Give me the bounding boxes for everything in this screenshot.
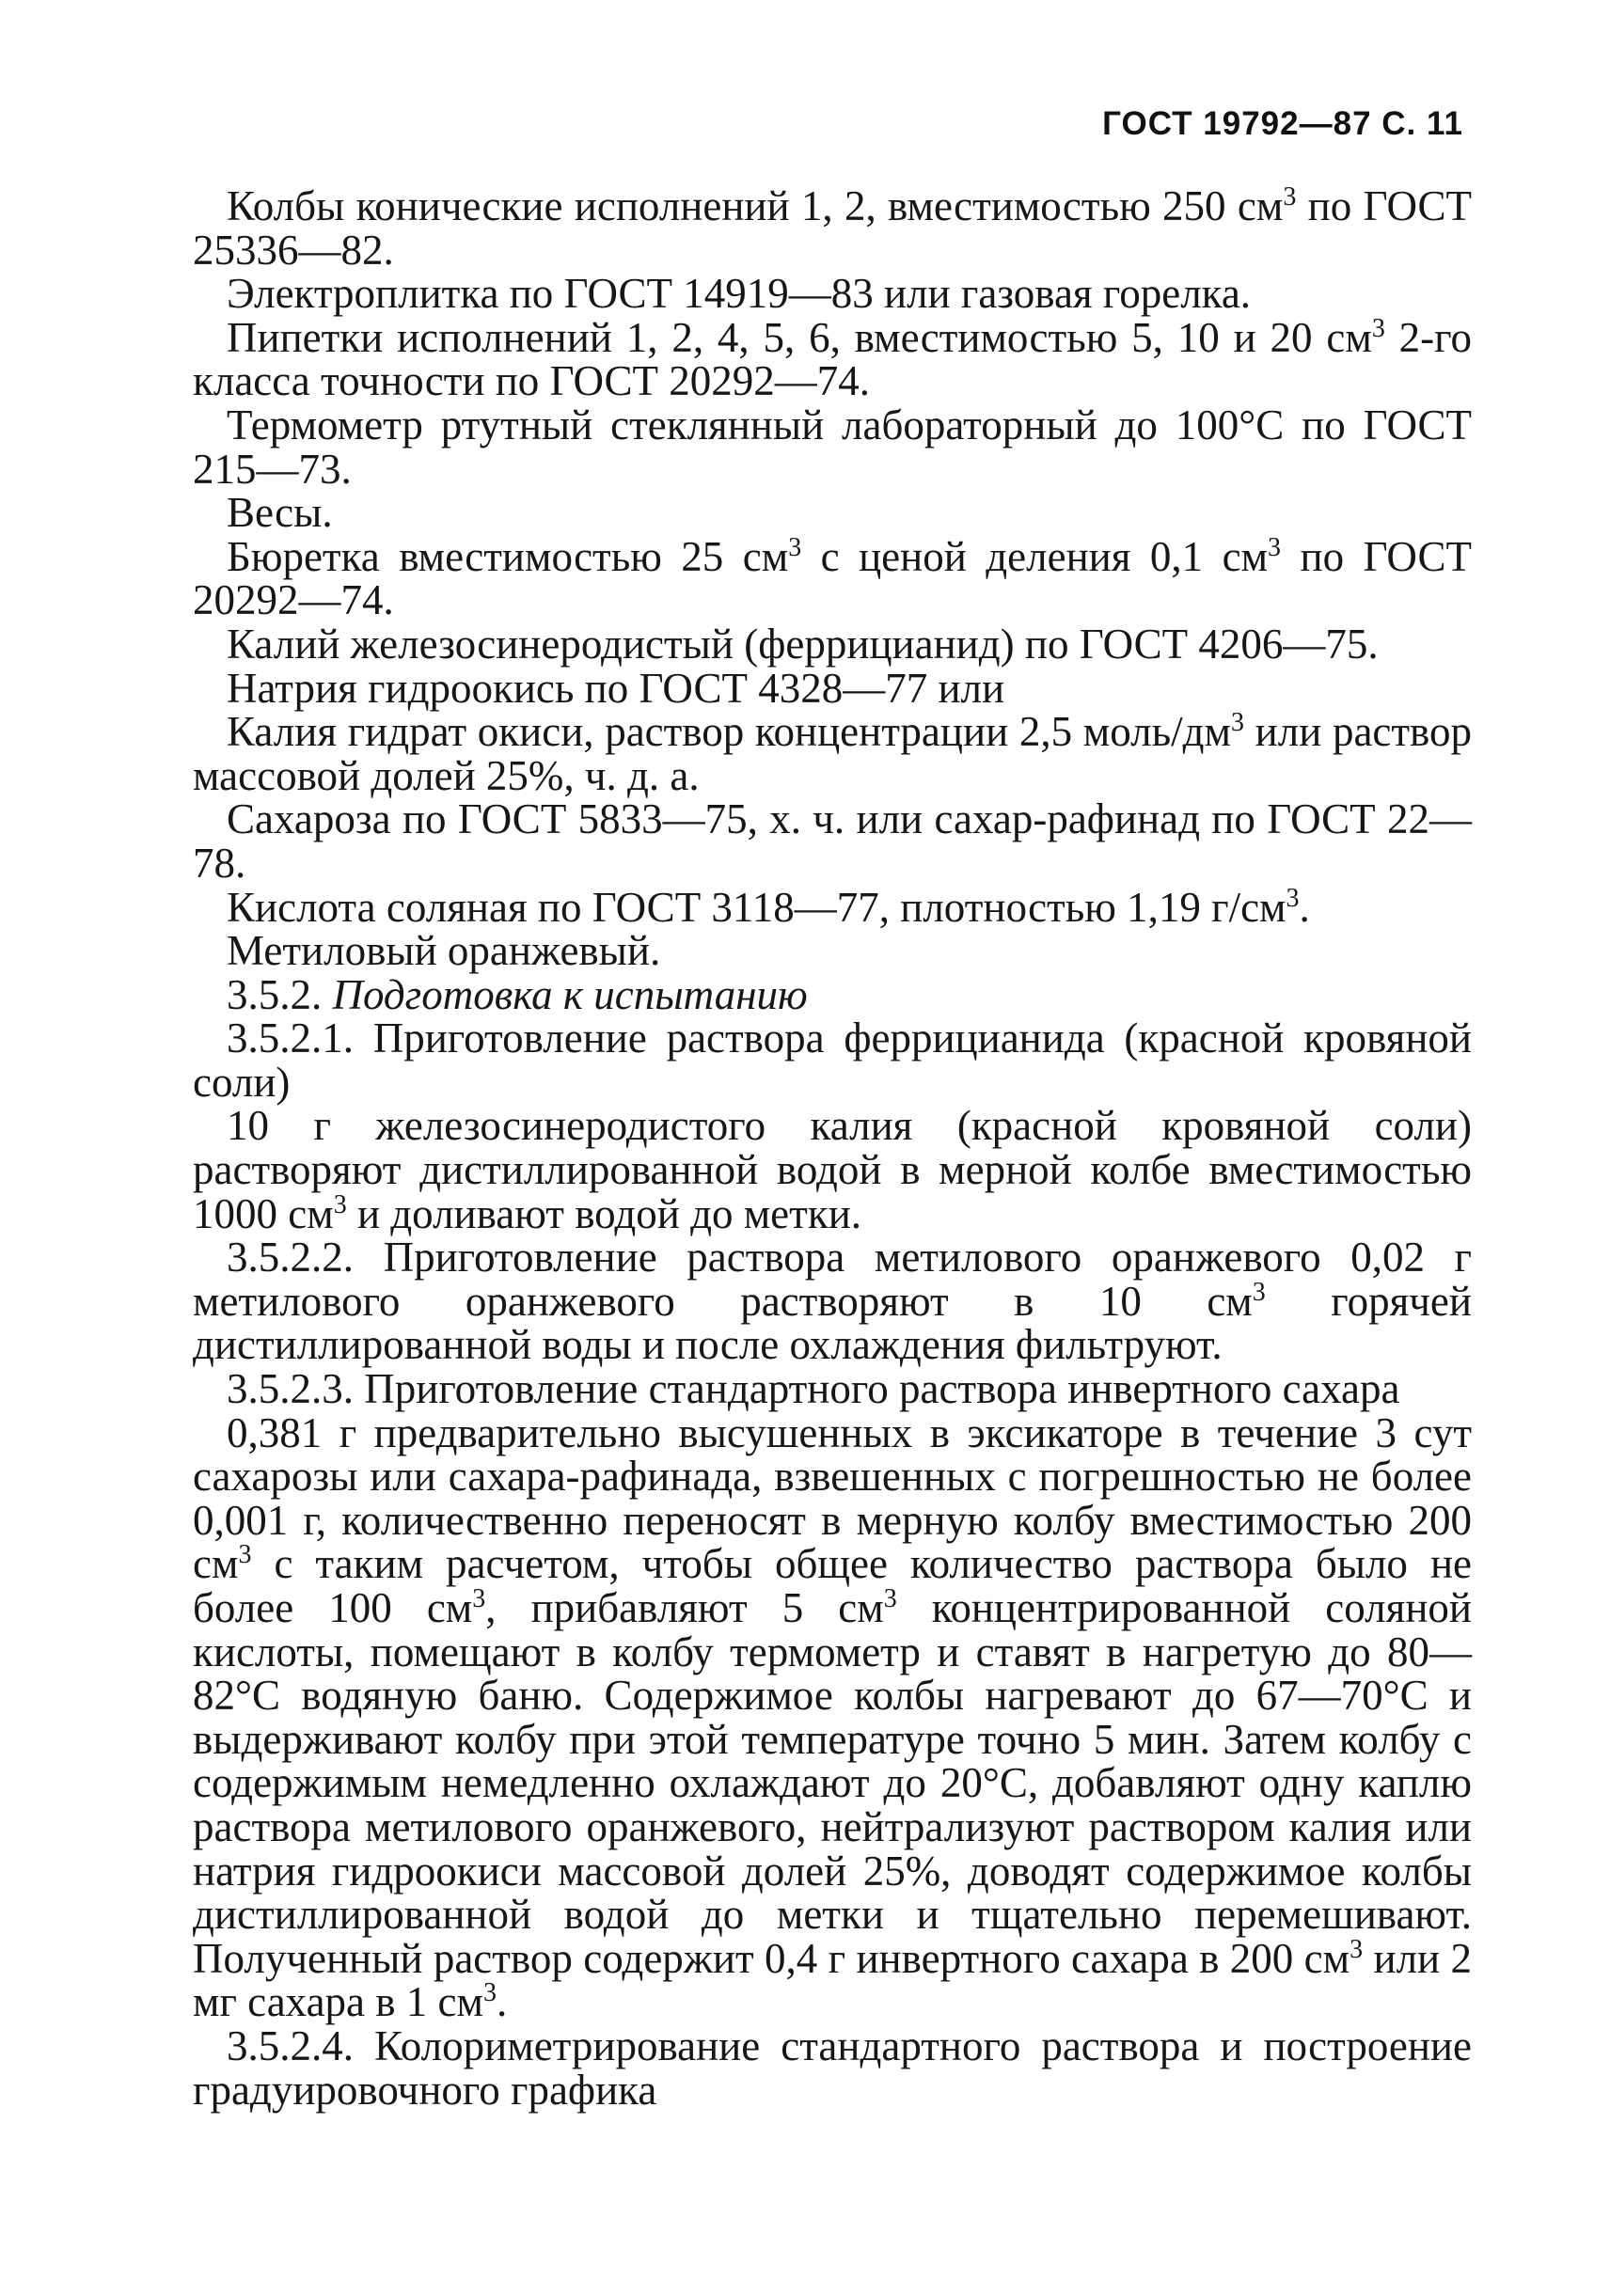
paragraph-scales: Весы.	[227, 489, 333, 537]
paragraph-3-5-2-3: 3.5.2.3. Приготовление стандартного раствора инвертного сахара	[227, 1365, 1400, 1413]
paragraph-sodium-hydroxide: Натрия гидроокись по ГОСТ 4328—77 или	[227, 664, 1005, 712]
paragraph-burette: Бюретка вместимостью 25 $см^3$ с ценой деления 0,1 $см^3$ по ГОСТ 20292—74.	[193, 532, 1472, 624]
paragraph-ferricyanide-prep: 10 г железосинеродистого калия (красной кровяной соли) растворяют дистиллированной водой в мерной колбе вместимостью 1000 $см^3$ и доливают водой до метки.	[193, 1102, 1472, 1237]
paragraph-3-5-2-2: 3.5.2.2. Приготовление раствора метилового оранжевого 0,02 г метилового оранжевого растворяют в 10 $см^3$ горячей дистиллированной воды и после охлаждения фильтруют.	[193, 1234, 1472, 1369]
paragraph-hydrochloric-acid: Кислота соляная по ГОСТ 3118—77, плотностью 1,19 $г/см^3$.	[227, 883, 1310, 931]
paragraph-methyl-orange: Метиловый оранжевый.	[227, 927, 661, 975]
paragraph-potassium-hydroxide: Калия гидрат окиси, раствор концентрации 2,5 моль/$дм^3$ или раствор массовой долей 25%, ч. д. а.	[193, 708, 1472, 799]
paragraph-standard-solution: 0,381 г предварительно высушенных в эксикаторе в течение 3 сут сахарозы или сахара-рафинада, взвешенных с погрешностью не более 0,001 г, количественно переносят в мерную колбу вместимостью 200 $см^3$ с таким расчетом, чтобы общее количество раствора было не более 100 $см^3$, прибавляют 5 $см^3$ концентрированной соляной кислоты, помещают в колбу термометр и ставят в нагретую до 80—82°С водяную баню. Содержимое колбы нагревают до 67—70°С и выдерживают колбу при этой температуре точно 5 мин. Затем колбу с содержимым немедленно охлаждают до 20°С, добавляют одну каплю раствора метилового оранжевого, нейтрализуют раствором калия или натрия гидроокиси массовой долей 25%, доводят содержимое колбы дистиллированной водой до метки и тщательно перемешивают. Полученный раствор содержит 0,4 г инвертного сахара в 200 $см^3$ или 2 мг сахара в 1 $см^3$.	[193, 1408, 1472, 2026]
paragraph-3-5-2-4: 3.5.2.4. Колориметрирование стандартного раствора и построение градуировочного графика	[193, 2021, 1472, 2114]
section-number: 3.5.2.	[227, 970, 323, 1018]
paragraph-pipettes: Пипетки исполнений 1, 2, 4, 5, 6, вместимостью 5, 10 и 20 $см^3$ 2-го класса точности по ГОСТ 20292—74.	[193, 313, 1472, 405]
paragraph-ferricyanide: Калий железосинеродистый (феррицианид) по ГОСТ 4206—75.	[227, 620, 1379, 668]
paragraph-3-5-2-1: 3.5.2.1. Приготовление раствора феррицианида (красной кровяной соли)	[193, 1014, 1472, 1106]
section-heading-3-5-2	[193, 970, 1472, 1018]
page-header: ГОСТ 19792—87 С. 11	[1102, 105, 1463, 142]
document-body	[193, 184, 1472, 2112]
paragraph-thermometer: Термометр ртутный стеклянный лабораторный до 100°С по ГОСТ 215—73.	[193, 401, 1472, 493]
paragraph-flasks: Колбы конические исполнений 1, 2, вместимостью 250 $см^3$ по ГОСТ 25336—82.	[193, 182, 1472, 274]
section-title: Подготовка к испытанию	[332, 970, 808, 1018]
paragraph-sucrose: Сахароза по ГОСТ 5833—75, х. ч. или сахар-рафинад по ГОСТ 22—78.	[193, 795, 1472, 887]
paragraph-hotplate: Электроплитка по ГОСТ 14919—83 или газовая горелка.	[227, 270, 1252, 318]
